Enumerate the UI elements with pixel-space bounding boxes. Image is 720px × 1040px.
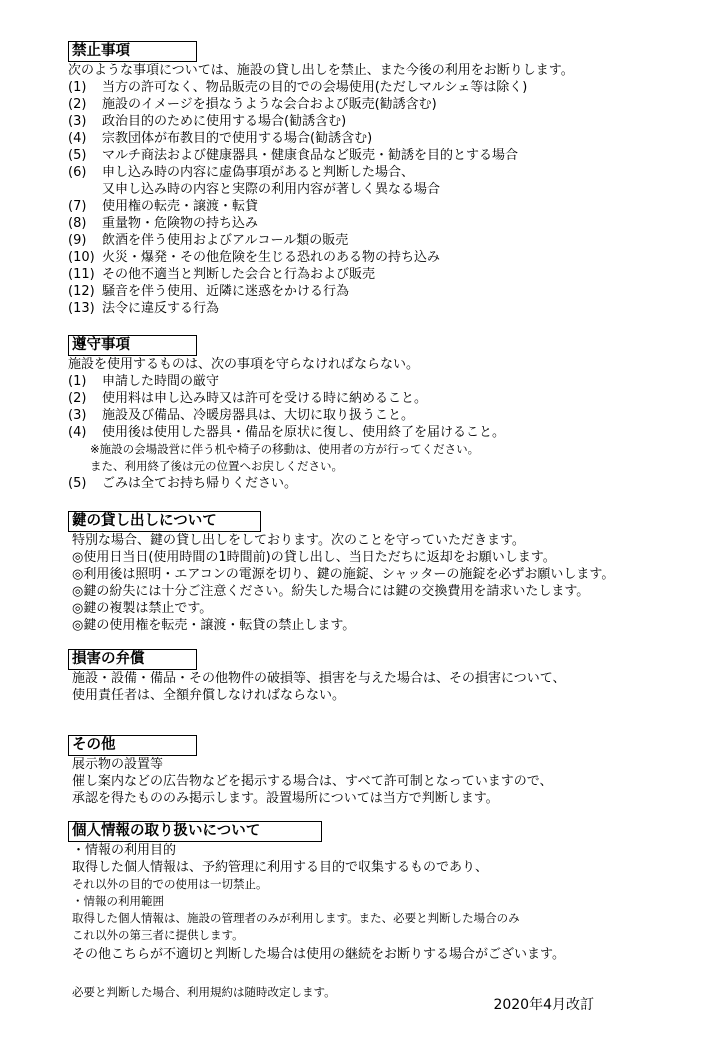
keys-section bbox=[68, 510, 700, 634]
item-number: (4) bbox=[68, 131, 87, 146]
item-number: (8) bbox=[68, 216, 87, 231]
item-number: (1) bbox=[68, 374, 87, 389]
item-text: 騒音を伴う使用、近隣に迷惑をかける行為 bbox=[102, 284, 350, 299]
item-number: (10) bbox=[68, 250, 95, 265]
list-item bbox=[68, 249, 700, 266]
prohibited-section bbox=[68, 40, 700, 317]
keys-line: 特別な場合、鍵の貸し出しをしております。次のことを守っていただきます。 bbox=[72, 533, 525, 548]
item-text: 申請した時間の厳守 bbox=[102, 374, 220, 389]
item-number: (12) bbox=[68, 284, 95, 299]
item-text: 火災・爆発・その他危険を生じる恐れのある物の持ち込み bbox=[102, 250, 441, 265]
prohibited-intro: 次のような事項については、施設の貸し出しを禁止、また今後の利用をお断りします。 bbox=[68, 63, 574, 78]
item-number: (4) bbox=[68, 425, 87, 440]
compliance-intro: 施設を使用するものは、次の事項を守らなければならない。 bbox=[68, 357, 420, 372]
revision-note: 必要と判断した場合、利用規約は随時改定します。 bbox=[72, 985, 336, 999]
privacy-purpose-line: それ以外の目的での使用は一切禁止。 bbox=[72, 877, 268, 891]
keys-line: ◎使用日当日(使用時間の1時間前)の貸し出し、当日ただちに返却をお願いします。 bbox=[72, 550, 556, 565]
list-item bbox=[68, 96, 700, 113]
item-text: 施設のイメージを損なうような会合および販売(勧誘含む) bbox=[102, 97, 437, 112]
list-item bbox=[68, 130, 700, 147]
list-item bbox=[68, 407, 700, 424]
item-text: その他不適当と判断した会合と行為および販売 bbox=[102, 267, 376, 282]
privacy-section bbox=[68, 820, 700, 944]
item-number: (3) bbox=[68, 114, 87, 129]
item-text: ごみは全てお持ち帰りください。 bbox=[102, 476, 298, 491]
closing-section bbox=[68, 946, 700, 963]
keys-line: ◎鍵の使用権を転売・譲渡・転貸の禁止します。 bbox=[72, 618, 356, 633]
other-line: 承認を得たもののみ掲示します。設置場所については当方で判断します。 bbox=[72, 791, 499, 806]
item-number: (2) bbox=[68, 391, 87, 406]
damages-section bbox=[68, 648, 700, 704]
item-number: (5) bbox=[68, 476, 87, 491]
privacy-scope-line: これ以外の第三者に提供します。 bbox=[72, 928, 244, 942]
list-item bbox=[68, 283, 700, 300]
item-number: (11) bbox=[68, 267, 95, 282]
closing-refusal: その他こちらが不適切と判断した場合は使用の継続をお断りする場合がございます。 bbox=[72, 947, 565, 962]
item-text: マルチ商法および健康器具・健康食品など販売・勧誘を目的とする場合 bbox=[102, 148, 519, 163]
other-line: 催し案内などの広告物などを掲示する場合は、すべて許可制となっていますので、 bbox=[72, 774, 553, 789]
prohibited-list bbox=[68, 79, 700, 317]
revision-note-section bbox=[68, 984, 700, 1001]
list-item bbox=[68, 164, 700, 181]
list-item bbox=[68, 79, 700, 96]
item-text: 飲酒を伴う使用およびアルコール類の販売 bbox=[102, 233, 349, 248]
item-text: 使用料は申し込み時又は許可を受ける時に納めること。 bbox=[102, 391, 428, 406]
compliance-heading: 遵守事項 bbox=[68, 335, 197, 356]
compliance-list bbox=[68, 373, 700, 492]
keys-line: ◎利用後は照明・エアコンの電源を切り、鍵の施錠、シャッターの施錠を必ずお願いします。 bbox=[72, 567, 615, 582]
item-number: (7) bbox=[68, 199, 87, 214]
compliance-note: また、利用終了後は元の位置へお戻しください。 bbox=[90, 459, 343, 473]
compliance-section bbox=[68, 334, 700, 492]
item-number: (9) bbox=[68, 233, 87, 248]
damages-line: 使用責任者は、全額弁償しなければならない。 bbox=[72, 688, 346, 703]
list-item bbox=[68, 424, 700, 441]
revision-date: 2020年4月改訂 bbox=[493, 997, 594, 1013]
list-item bbox=[68, 147, 700, 164]
item-number: (3) bbox=[68, 408, 87, 423]
item-number: (2) bbox=[68, 97, 87, 112]
item-text: 法令に違反する行為 bbox=[102, 301, 220, 316]
list-item bbox=[68, 198, 700, 215]
item-number: (6) bbox=[68, 165, 87, 180]
privacy-scope-line: 取得した個人情報は、施設の管理者のみが利用します。また、必要と判断した場合のみ bbox=[72, 911, 520, 925]
keys-line: ◎鍵の紛失には十分ご注意ください。紛失した場合には鍵の交換費用を請求いたします。 bbox=[72, 584, 590, 599]
other-heading: その他 bbox=[68, 735, 197, 756]
list-item bbox=[68, 373, 700, 390]
list-item bbox=[68, 390, 700, 407]
item-text: 又申し込み時の内容と実際の利用内容が著しく異なる場合 bbox=[102, 182, 441, 197]
list-item bbox=[68, 266, 700, 283]
damages-line: 施設・設備・備品・その他物件の破損等、損害を与えた場合は、その損害について、 bbox=[72, 671, 566, 686]
privacy-heading: 個人情報の取り扱いについて bbox=[68, 821, 322, 842]
item-text: 施設及び備品、冷暖房器具は、大切に取り扱うこと。 bbox=[102, 408, 415, 423]
list-item bbox=[68, 113, 700, 130]
compliance-note: ※施設の会場設営に伴う机や椅子の移動は、使用者の方が行ってください。 bbox=[90, 442, 480, 456]
privacy-scope-heading: ・情報の利用範囲 bbox=[72, 894, 164, 908]
damages-heading: 損害の弁償 bbox=[68, 649, 197, 670]
item-text: 重量物・危険物の持ち込み bbox=[102, 216, 259, 231]
item-text: 使用後は使用した器具・備品を原状に復し、使用終了を届けること。 bbox=[102, 425, 506, 440]
privacy-purpose-heading: ・情報の利用目的 bbox=[72, 843, 177, 858]
list-item-continuation bbox=[68, 181, 700, 198]
item-text: 使用権の転売・譲渡・転貸 bbox=[102, 199, 259, 214]
item-text: 政治目的のために使用する場合(勧誘含む) bbox=[102, 114, 347, 129]
item-text: 宗教団体が布教目的で使用する場合(勧誘含む) bbox=[102, 131, 373, 146]
item-number: (1) bbox=[68, 80, 87, 95]
prohibited-heading: 禁止事項 bbox=[68, 41, 197, 62]
item-text: 当方の許可なく、物品販売の目的での会場使用(ただしマルシェ等は除く) bbox=[102, 80, 528, 95]
item-text: 申し込み時の内容に虚偽事項があると判断した場合、 bbox=[102, 165, 415, 180]
list-item bbox=[68, 232, 700, 249]
list-item bbox=[68, 475, 700, 492]
other-section bbox=[68, 734, 700, 807]
list-item bbox=[68, 300, 700, 317]
keys-heading: 鍵の貸し出しについて bbox=[68, 511, 261, 532]
list-item bbox=[68, 215, 700, 232]
item-number: (13) bbox=[68, 301, 95, 316]
item-number bbox=[68, 181, 102, 198]
privacy-purpose-line: 取得した個人情報は、予約管理に利用する目的で収集するものであり、 bbox=[72, 860, 489, 875]
item-number: (5) bbox=[68, 148, 87, 163]
other-subtitle: 展示物の設置等 bbox=[72, 757, 164, 772]
keys-line: ◎鍵の複製は禁止です。 bbox=[72, 601, 213, 616]
